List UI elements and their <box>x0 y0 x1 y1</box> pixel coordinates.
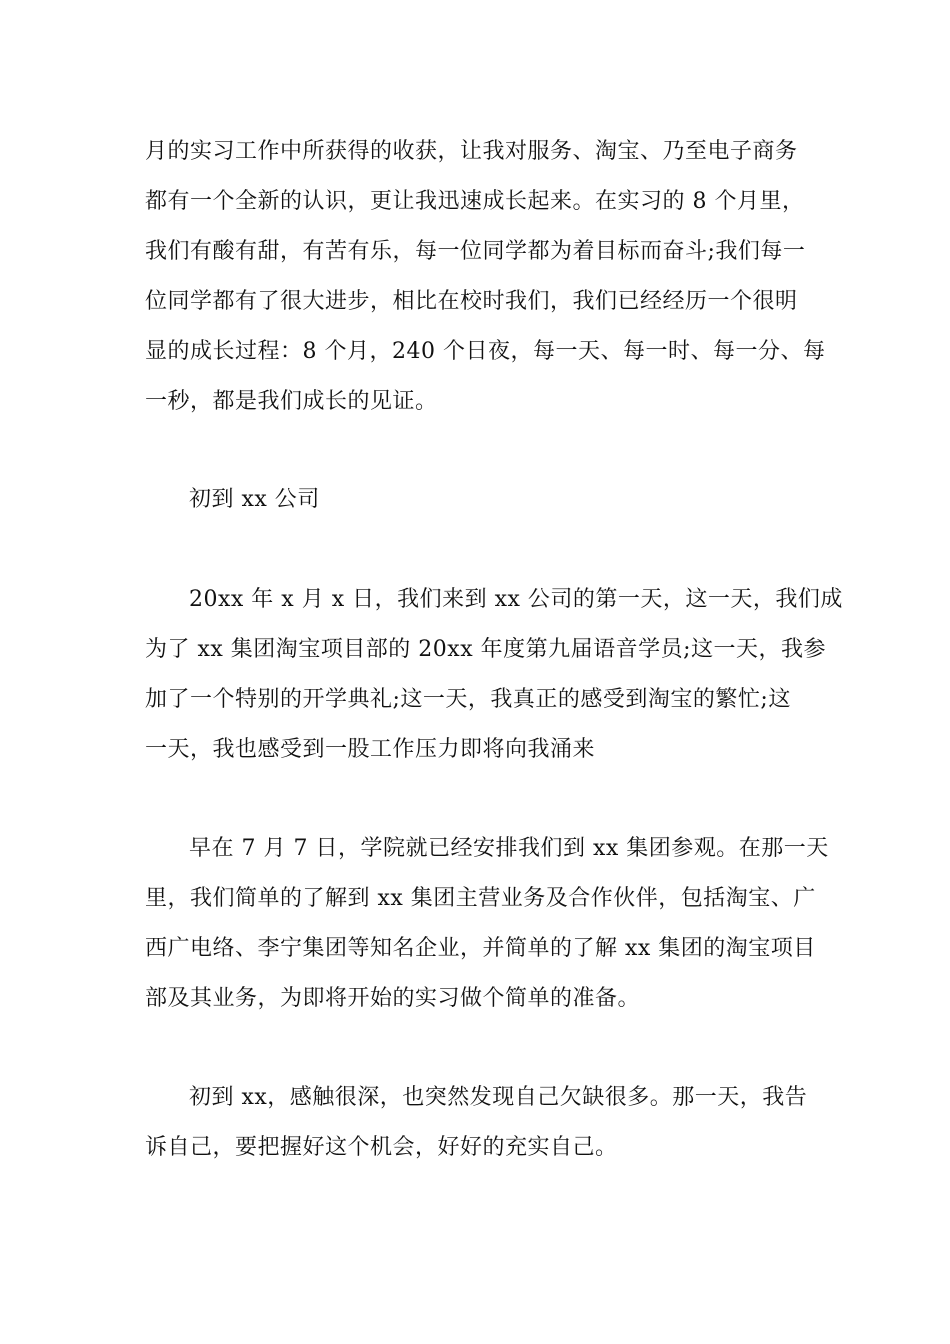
paragraph-2-line-3: 加了一个特别的开学典礼;这一天，我真正的感受到淘宝的繁忙;这 <box>145 687 791 712</box>
paragraph-3-line-2: 里，我们简单的了解到 xx 集团主营业务及合作伙伴，包括淘宝、广 <box>145 886 816 911</box>
paragraph-4-line-1: 初到 xx，感触很深，也突然发现自己欠缺很多。那一天，我告 <box>189 1085 808 1110</box>
paragraph-1-line-5: 显的成长过程：8 个月，240 个日夜，每一天、每一时、每一分、每 <box>145 339 826 364</box>
section-heading: 初到 xx 公司 <box>189 487 320 512</box>
paragraph-2-line-2: 为了 xx 集团淘宝项目部的 20xx 年度第九届语音学员;这一天，我参 <box>145 637 827 662</box>
paragraph-1-line-3: 我们有酸有甜，有苦有乐，每一位同学都为着目标而奋斗;我们每一 <box>145 239 806 264</box>
paragraph-1-line-4: 位同学都有了很大进步，相比在校时我们，我们已经经历一个很明 <box>145 289 798 314</box>
paragraph-1-line-1: 月的实习工作中所获得的收获，让我对服务、淘宝、乃至电子商务 <box>145 139 798 164</box>
paragraph-3-line-3: 西广电络、李宁集团等知名企业，并简单的了解 xx 集团的淘宝项目 <box>145 936 816 961</box>
paragraph-3-line-1: 早在 7 月 7 日，学院就已经安排我们到 xx 集团参观。在那一天 <box>189 836 829 861</box>
paragraph-2-line-4: 一天，我也感受到一股工作压力即将向我涌来 <box>145 737 596 762</box>
paragraph-1-line-6: 一秒，都是我们成长的见证。 <box>145 389 438 414</box>
paragraph-4-line-2: 诉自己，要把握好这个机会，好好的充实自己。 <box>145 1135 618 1160</box>
paragraph-2-line-1: 20xx 年 x 月 x 日，我们来到 xx 公司的第一天，这一天，我们成 <box>189 587 843 612</box>
paragraph-3-line-4: 部及其业务，为即将开始的实习做个简单的准备。 <box>145 986 641 1011</box>
paragraph-1-line-2: 都有一个全新的认识，更让我迅速成长起来。在实习的 8 个月里， <box>145 189 805 214</box>
